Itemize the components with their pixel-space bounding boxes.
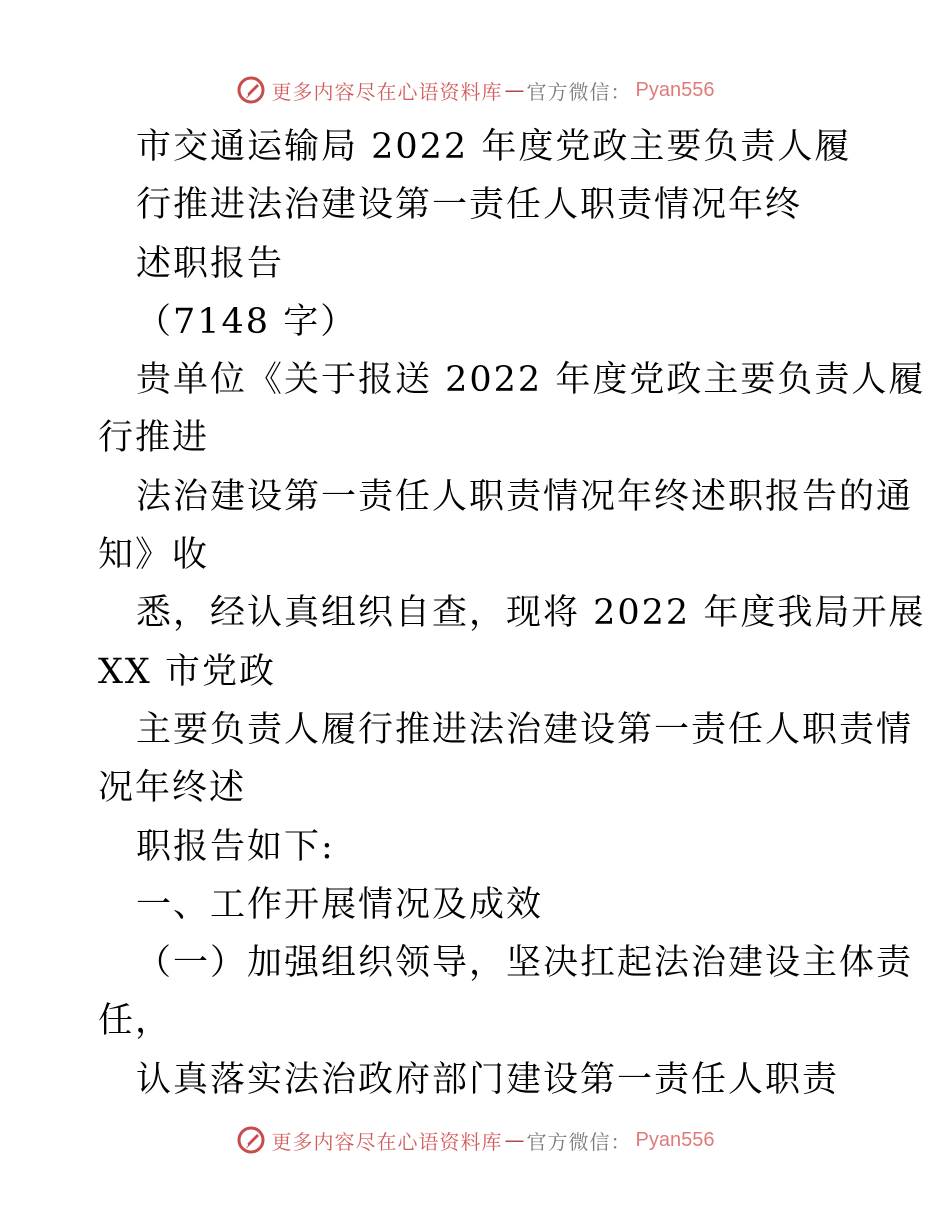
- watermark-source-text: 更多内容尽在心语资料库: [271, 1129, 503, 1154]
- document-body: [98, 118, 926, 1109]
- doc-paragraph-line: 况年终述: [98, 768, 247, 809]
- doc-paragraph-line: 行推进: [98, 418, 210, 459]
- watermark-dash: —: [504, 1128, 525, 1152]
- doc-paragraph-line: 职报告如下:: [136, 826, 335, 867]
- doc-word-count: （7148 字）: [136, 301, 358, 342]
- doc-title-line-1: 市交通运输局 2022 年度党政主要负责人履: [136, 127, 852, 167]
- doc-paragraph-line: 任，: [98, 1001, 173, 1042]
- doc-paragraph-line: 主要负责人履行推进法治建设第一责任人职责情: [136, 709, 914, 750]
- watermark-wechat-label: 官方微信：: [526, 1129, 632, 1154]
- watermark-wechat-label: 官方微信：: [526, 79, 632, 104]
- doc-paragraph-line: 法治建设第一责任人职责情况年终述职报告的通: [136, 476, 914, 517]
- doc-paragraph-line: 贵单位《关于报送 2022 年度党政主要负责人履: [136, 360, 926, 401]
- doc-paragraph-line: 知》收: [98, 535, 210, 576]
- pen-logo-icon: [236, 75, 266, 105]
- watermark-wechat-id: Pyan556: [635, 1128, 715, 1151]
- watermark-dash: —: [504, 78, 525, 102]
- watermark-source-text: 更多内容尽在心语资料库: [271, 79, 503, 104]
- doc-title-line-2: 行推进法治建设第一责任人职责情况年终: [136, 185, 803, 226]
- doc-title-line-3: 述职报告: [136, 243, 285, 284]
- pen-logo-icon: [236, 1125, 266, 1155]
- footer-watermark: [0, 1120, 950, 1160]
- doc-paragraph-line: 悉，经认真组织自查，现将 2022 年度我局开展: [136, 593, 926, 634]
- doc-section-heading: 一、工作开展情况及成效: [136, 884, 544, 925]
- header-watermark: [0, 70, 950, 110]
- watermark-wechat-id: Pyan556: [635, 78, 715, 101]
- doc-subsection-heading: （一）加强组织领导，坚决扛起法治建设主体责: [136, 943, 914, 984]
- doc-paragraph-line: 认真落实法治政府部门建设第一责任人职责: [136, 1059, 840, 1100]
- doc-paragraph-line: XX 市党政: [98, 651, 276, 692]
